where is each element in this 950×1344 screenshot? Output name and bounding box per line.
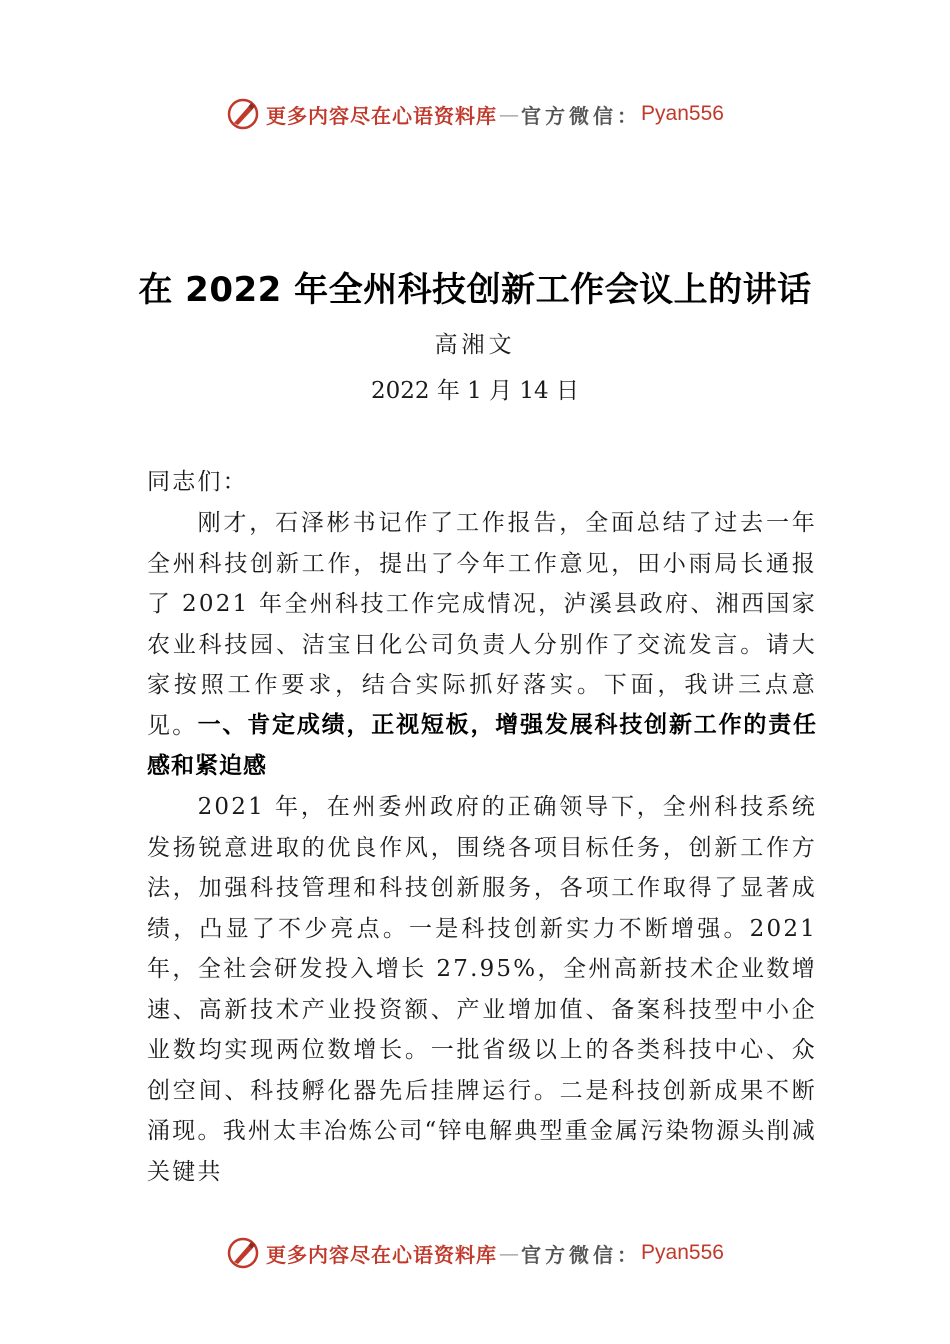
watermark-wechat-id: Pyan556 xyxy=(641,102,724,125)
paragraph-2-text: 2021 年，在州委州政府的正确领导下，全州科技系统发扬锐意进取的优良作风，围绕各项目标任务，创新工作方法，加强科技管理和科技创新服务，各项工作取得了显著成绩，凸显了不少亮点。一是科技创新实力不断增强。2021 年，全社会研发投入增长 27.95%，全州高新技术企业数增速、高新技术产业投资额、产业增加值、备案科技型中小企业数均实现两位数增长。一批省级以上的各类科技中心、众创空间、科技孵化器先后挂牌运行。二是科技创新成果不断涌现。我州太丰冶炼公司“锌电解典型重金属污染物源头削减关键共 xyxy=(147,794,817,1185)
pen-logo-icon xyxy=(226,1236,260,1270)
section-heading-1 xyxy=(147,705,817,786)
paragraph-1-text: 刚才，石泽彬书记作了工作报告，全面总结了过去一年全州科技创新工作，提出了今年工作意见，田小雨局长通报了 2021 年全州科技工作完成情况，泸溪县政府、湘西国家农业科技园、洁宝日化公司负责人分别作了交流发言。请大家按照工作要求，结合实际抓好落实。下面，我讲三点意见。 xyxy=(147,510,817,739)
section-heading-1-text: 一、肯定成绩，正视短板，增强发展科技创新工作的责任感和紧迫感 xyxy=(147,712,817,779)
document-date: 2022 年 1 月 14 日 xyxy=(371,378,579,404)
salutation-text: 同志们： xyxy=(147,469,248,495)
watermark-label: 官方微信： xyxy=(521,103,642,128)
document-title: 在 2022 年全州科技创新工作会议上的讲话 xyxy=(138,270,812,310)
watermark-wechat-id: Pyan556 xyxy=(641,1241,724,1264)
header-watermark xyxy=(0,94,950,134)
pen-logo-icon xyxy=(226,97,260,131)
watermark-text: 更多内容尽在心语资料库 xyxy=(266,103,498,128)
paragraph-2 xyxy=(147,787,817,1192)
watermark-text: 更多内容尽在心语资料库 xyxy=(266,1242,498,1267)
watermark-separator: — xyxy=(499,1241,520,1265)
document-author: 高湘文 xyxy=(434,332,516,358)
footer-watermark xyxy=(0,1233,950,1273)
watermark-separator: — xyxy=(499,102,520,126)
salutation xyxy=(147,462,817,503)
watermark-label: 官方微信： xyxy=(521,1242,642,1267)
